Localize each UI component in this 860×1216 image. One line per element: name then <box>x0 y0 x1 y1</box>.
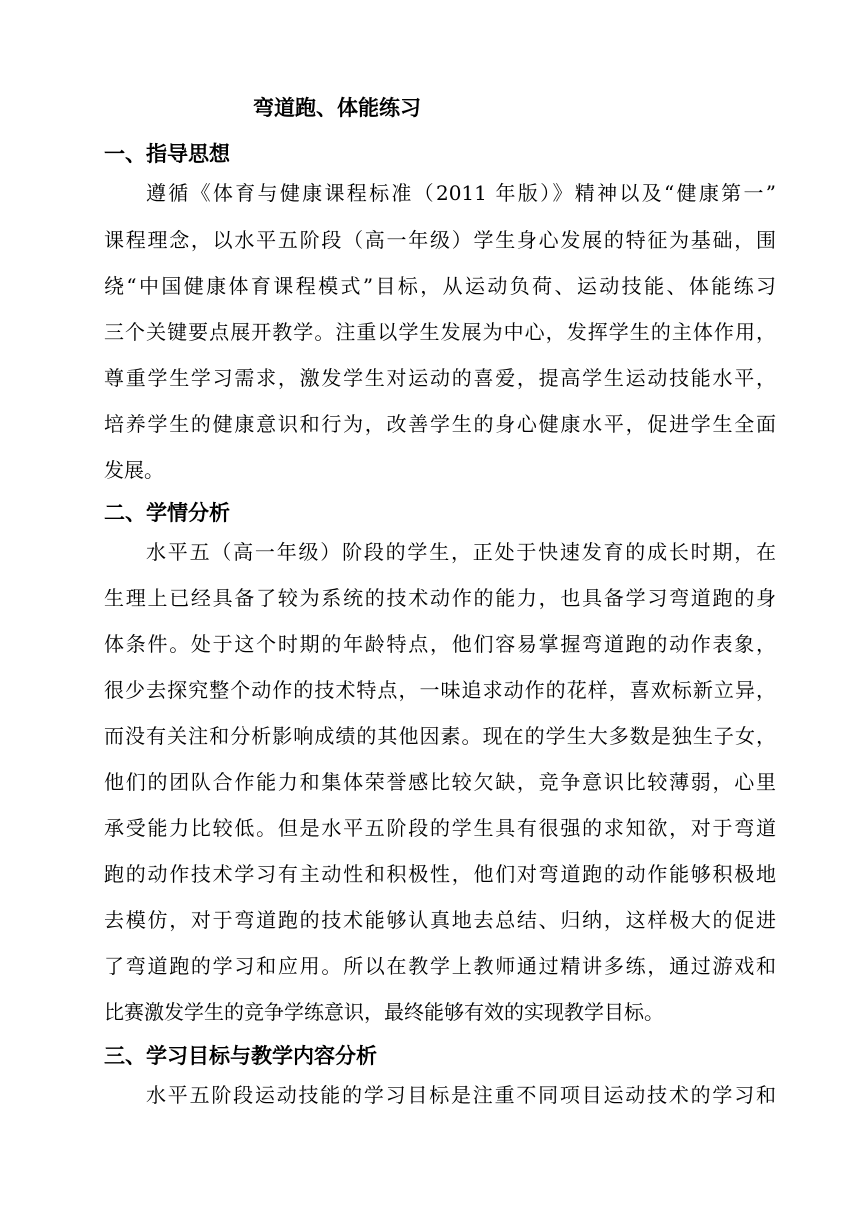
paragraph-line: 体条件。处于这个时期的年龄特点，他们容易掌握弯道跑的动作表象， <box>104 632 776 656</box>
section-heading-student-analysis: 二、学情分析 <box>104 501 230 525</box>
paragraph-line: 跑的动作技术学习有主动性和积极性，他们对弯道跑的动作能够积极地 <box>104 862 776 886</box>
paragraph-line: 水平五阶段运动技能的学习目标是注重不同项目运动技术的学习和 <box>146 1083 776 1107</box>
paragraph-line: 比赛激发学生的竞争学练意识，最终能够有效的实现教学目标。 <box>104 1000 664 1024</box>
paragraph-line: 承受能力比较低。但是水平五阶段的学生具有很强的求知欲，对于弯道 <box>104 816 776 840</box>
paragraph-line: 三个关键要点展开教学。注重以学生发展为中心，发挥学生的主体作用， <box>104 320 776 344</box>
paragraph-line: 培养学生的健康意识和行为，改善学生的身心健康水平，促进学生全面 <box>104 412 776 436</box>
paragraph-line: 遵循《体育与健康课程标准（2011 年版）》精神以及“健康第一” <box>146 181 776 205</box>
paragraph-line: 而没有关注和分析影响成绩的其他因素。现在的学生大多数是独生子女， <box>104 724 776 748</box>
paragraph-line: 绕“中国健康体育课程模式”目标，从运动负荷、运动技能、体能练习 <box>104 274 776 298</box>
paragraph-line: 课程理念，以水平五阶段（高一年级）学生身心发展的特征为基础，围 <box>104 228 776 252</box>
paragraph-line: 了弯道跑的学习和应用。所以在教学上教师通过精讲多练，通过游戏和 <box>104 954 776 978</box>
paragraph-line: 水平五（高一年级）阶段的学生，正处于快速发育的成长时期，在 <box>146 540 776 564</box>
paragraph-line: 去模仿，对于弯道跑的技术能够认真地去总结、归纳，这样极大的促进 <box>104 908 776 932</box>
section-heading-learning-goals: 三、学习目标与教学内容分析 <box>104 1044 377 1068</box>
paragraph-line: 生理上已经具备了较为系统的技术动作的能力，也具备学习弯道跑的身 <box>104 586 776 610</box>
paragraph-line: 很少去探究整个动作的技术特点，一味追求动作的花样，喜欢标新立异， <box>104 678 776 702</box>
section-heading-guiding-thought: 一、指导思想 <box>104 142 230 166</box>
document-title: 弯道跑、体能练习 <box>253 96 421 120</box>
paragraph-line: 尊重学生学习需求，激发学生对运动的喜爱，提高学生运动技能水平， <box>104 366 776 390</box>
paragraph-line: 发展。 <box>104 458 164 482</box>
paragraph-line: 他们的团队合作能力和集体荣誉感比较欠缺，竞争意识比较薄弱，心里 <box>104 770 776 794</box>
